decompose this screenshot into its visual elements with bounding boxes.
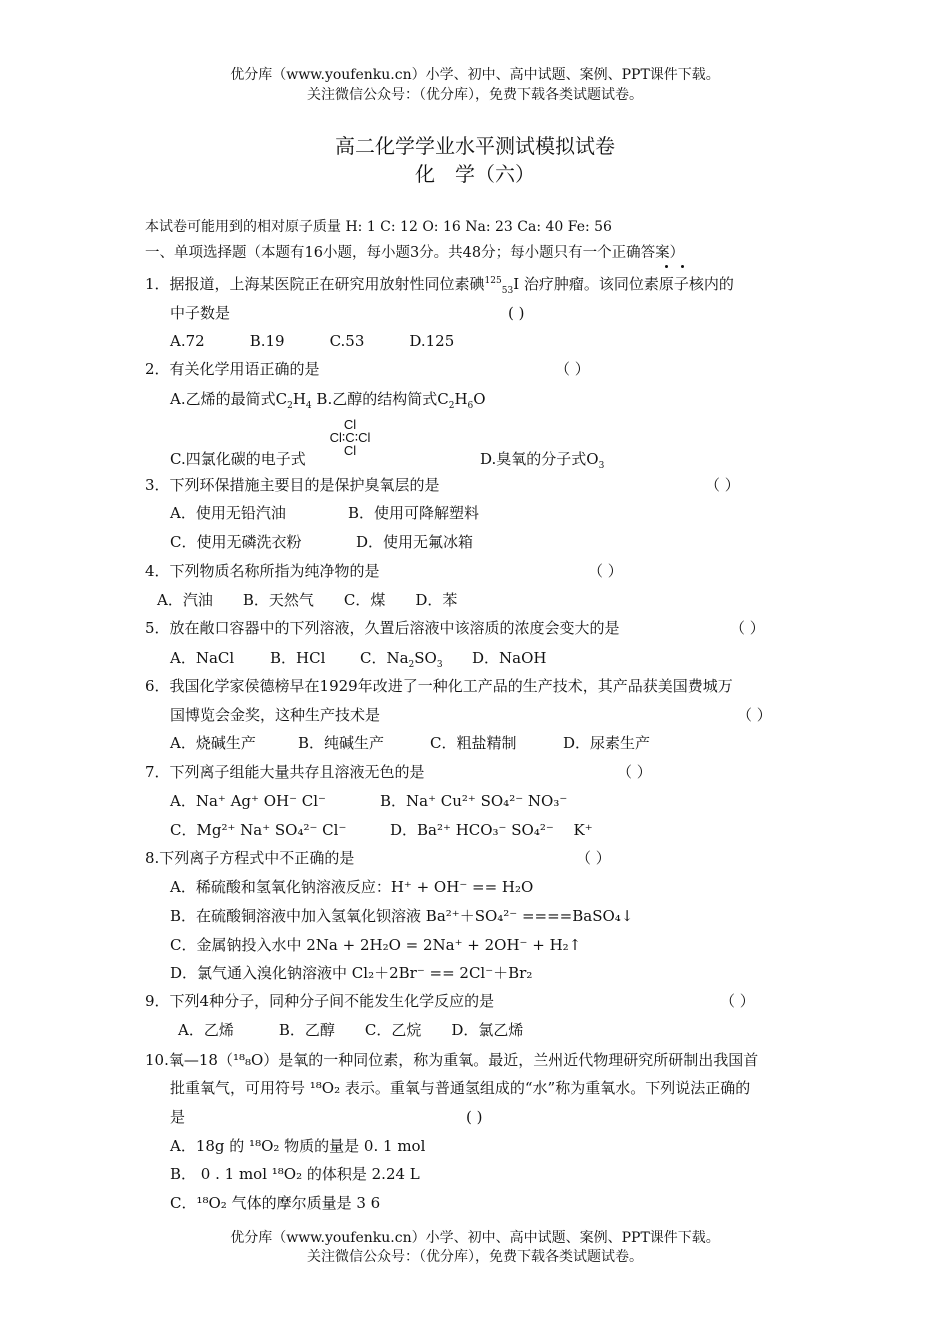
q1-stem: 1．据报道，上海某医院正在研究用放射性同位素碘$^{125}_{53}$I 治疗肿瘤。该同位素原子核内的 [145,275,734,296]
q7-answer-paren: （ ） [617,763,652,781]
q5-option-c: C．$Na_2SO_3$ [360,649,443,670]
q1-options: A.72 B.19 C.53 D.125 [170,332,455,350]
q7-stem: 7．下列离子组能大量共存且溶液无色的是 [145,763,425,781]
q3-option-b: B．使用可降解塑料 [348,504,480,522]
emphasis-dot [681,265,684,268]
q8-option-c: C．金属钠投入水中 2Na + 2H₂O = 2Na⁺ + 2OH⁻ + H₂↑ [170,936,582,954]
q8-option-d: D．氯气通入溴化钠溶液中 Cl₂＋2Br⁻ == 2Cl⁻＋Br₂ [170,964,533,982]
q5-stem: 5．放在敞口容器中的下列溶液，久置后溶液中该溶质的浓度会变大的是 [145,619,620,637]
q5-option-a: A．NaCl [170,649,235,667]
q8-stem: 8.下列离子方程式中不正确的是 [145,849,355,867]
q7-option-b: B．Na⁺ Cu²⁺ SO₄²⁻ NO₃⁻ [380,792,568,810]
q2-option-ab: A.乙烯的最简式$C_2H_4$ B.乙醇的结构简式$C_2H_6O$ [170,390,486,411]
section-heading: 一、单项选择题（本题有16小题，每小题3分。共48分；每小题只有一个正确答案） [145,245,685,261]
q3-option-c: C．使用无磷洗衣粉 [170,533,302,551]
q9-options: A．乙烯 B．乙醇 C．乙烷 D．氯乙烯 [178,1021,524,1039]
q7-option-c: C．Mg²⁺ Na⁺ SO₄²⁻ Cl⁻ [170,821,347,839]
q5-answer-paren: （ ） [730,619,765,637]
q10-stem-cont: 批重氧气，可用符号 ¹⁸O₂ 表示。重氧与普通氢组成的“水”称为重氧水。下列说法正确的 [170,1079,751,1097]
footer-line-2: 关注微信公众号：（优分库），免费下载各类试题试卷。 [307,1249,643,1265]
q8-option-a: A．稀硫酸和氢氧化钠溶液反应：H⁺ + OH⁻ == H₂O [170,878,534,896]
q2-option-c: C.四氯化碳的电子式 [170,450,306,468]
q6-answer-paren: （ ） [737,706,772,724]
q4-stem: 4．下列物质名称所指为纯净物的是 [145,562,380,580]
q10-stem-cont2: 是 [170,1108,186,1126]
q7-option-d: D．Ba²⁺ HCO₃⁻ SO₄²⁻ K⁺ [390,821,593,839]
q1-stem-cont: 中子数是 [170,304,231,322]
q5-option-b: B．HCl [270,649,326,667]
q2-stem: 2．有关化学用语正确的是 [145,360,320,378]
q6-option-c: C．粗盐精制 [430,734,517,752]
emphasis-dot [665,265,668,268]
q3-stem: 3．下列环保措施主要目的是保护臭氧层的是 [145,476,440,494]
q9-stem: 9．下列4种分子，同种分子间不能发生化学反应的是 [145,992,495,1010]
q2-option-d: D.臭氧的分子式$O_3$ [480,450,605,471]
q8-option-b: B．在硫酸铜溶液中加入氢氧化钡溶液 Ba²⁺＋SO₄²⁻ ====BaSO₄↓ [170,907,634,925]
header-line-1: 优分库（www.youfenku.cn）小学、初中、高中试题、案例、PPT课件下载。 [230,67,720,83]
q6-option-b: B．纯碱生产 [298,734,385,752]
page-title: 高二化学学业水平测试模拟试卷 [335,134,615,158]
q6-option-d: D．尿素生产 [563,734,651,752]
header-line-2: 关注微信公众号：（优分库），免费下载各类试题试卷。 [307,87,643,103]
q6-stem-cont: 国博览会金奖，这种生产技术是 [170,706,381,724]
atomic-masses-line: 本试卷可能用到的相对原子质量 H: 1 C: 12 O: 16 Na: 23 Ca: 40 Fe: 56 [145,219,612,235]
q6-option-a: A．烧碱生产 [170,734,256,752]
q10-option-a: A．18g 的 ¹⁸O₂ 物质的量是 0. 1 mol [170,1137,426,1155]
footer-line-1: 优分库（www.youfenku.cn）小学、初中、高中试题、案例、PPT课件下载。 [230,1230,720,1246]
q4-answer-paren: （ ） [588,562,623,580]
q3-answer-paren: （ ） [705,476,740,494]
q10-option-c: C．¹⁸O₂ 气体的摩尔质量是 3 6 [170,1194,381,1212]
page-subtitle: 化 学（六） [415,162,535,186]
q8-answer-paren: （ ） [576,849,611,867]
q10-option-b: B． 0 . 1 mol ¹⁸O₂ 的体积是 2.24 L [170,1165,420,1183]
q10-answer-paren: ( ) [466,1108,483,1126]
q7-option-a: A．Na⁺ Ag⁺ OH⁻ Cl⁻ [170,792,326,810]
q5-option-d: D．NaOH [472,649,547,667]
q9-answer-paren: （ ） [720,992,755,1010]
q6-stem: 6．我国化学家侯德榜早在1929年改进了一种化工产品的生产技术，其产品获美国费城万 [145,677,733,695]
ccl4-electron-formula: Cl Cl∶C∶Cl Cl [329,417,371,458]
q1-answer-paren: ( ) [508,304,525,322]
q10-stem: 10.氧—18（¹⁸₈O）是氧的一种同位素，称为重氧。最近，兰州近代物理研究所研制出我国首 [145,1051,759,1069]
q3-option-d: D．使用无氟冰箱 [356,533,474,551]
q2-answer-paren: （ ） [555,360,590,378]
q3-option-a: A．使用无铅汽油 [170,504,286,522]
q4-options: A．汽油 B．天然气 C．煤 D．苯 [157,591,458,609]
